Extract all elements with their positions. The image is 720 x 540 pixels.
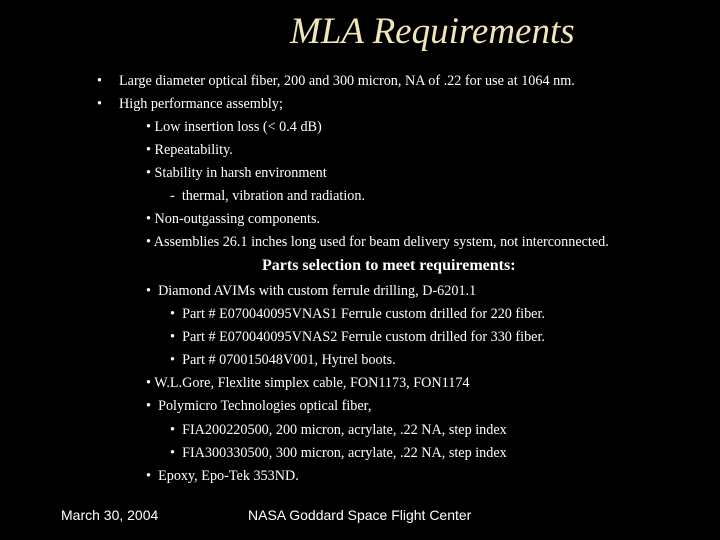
- assembly-item: [146, 164, 327, 182]
- part-number-text: Part # 070015048V001, Hytrel boots.: [182, 352, 396, 368]
- stability-detail: [170, 187, 365, 205]
- fiber-text: FIA300330500, 300 micron, acrylate, .22 NA, step index: [182, 445, 507, 461]
- dash: -: [170, 188, 175, 204]
- bullet: •: [170, 306, 175, 322]
- bullet: •: [97, 73, 102, 89]
- assembly-text: Low insertion loss (< 0.4 dB): [154, 119, 322, 135]
- fiber-item: [170, 444, 507, 462]
- bullet: •: [146, 119, 151, 135]
- bullet: •: [97, 96, 102, 112]
- slide-title: MLA Requirements: [290, 11, 575, 52]
- parts-item: [146, 374, 470, 392]
- assembly-item: [146, 141, 233, 159]
- bullet: •: [170, 422, 175, 438]
- footer-org: NASA Goddard Space Flight Center: [248, 507, 472, 523]
- part-number-item: [170, 328, 545, 346]
- requirement-item: [97, 72, 575, 90]
- bullet: •: [146, 375, 151, 391]
- fiber-item: [170, 421, 507, 439]
- assembly-text: Assemblies 26.1 inches long used for beam delivery system, not interconnected.: [153, 234, 609, 250]
- bullet: •: [170, 352, 175, 368]
- parts-text: Epoxy, Epo-Tek 353ND.: [158, 468, 299, 484]
- assembly-text: Repeatability.: [154, 142, 233, 158]
- bullet: •: [146, 211, 151, 227]
- parts-item: [146, 282, 476, 300]
- bullet: •: [146, 398, 151, 414]
- bullet: •: [146, 234, 151, 250]
- parts-text: Diamond AVIMs with custom ferrule drilling, D-6201.1: [158, 283, 477, 299]
- parts-heading: Parts selection to meet requirements:: [262, 257, 516, 274]
- requirement-text: Large diameter optical fiber, 200 and 300 micron, NA of .22 for use at 1064 nm.: [119, 73, 575, 89]
- bullet: •: [146, 468, 151, 484]
- bullet: •: [170, 445, 175, 461]
- bullet: •: [170, 329, 175, 345]
- requirement-text: High performance assembly;: [119, 96, 283, 112]
- parts-text: Polymicro Technologies optical fiber,: [158, 398, 372, 414]
- assembly-item: [146, 233, 609, 251]
- part-number-text: Part # E070040095VNAS2 Ferrule custom drilled for 330 fiber.: [182, 329, 545, 345]
- part-number-item: [170, 305, 545, 323]
- bullet: •: [146, 165, 151, 181]
- assembly-item: [146, 210, 320, 228]
- requirement-item: [97, 95, 283, 113]
- fiber-text: FIA200220500, 200 micron, acrylate, .22 NA, step index: [182, 422, 507, 438]
- parts-text: W.L.Gore, Flexlite simplex cable, FON1173, FON1174: [154, 375, 470, 391]
- part-number-text: Part # E070040095VNAS1 Ferrule custom drilled for 220 fiber.: [182, 306, 545, 322]
- footer-date: March 30, 2004: [61, 507, 159, 523]
- stability-detail-text: thermal, vibration and radiation.: [181, 188, 366, 204]
- bullet: •: [146, 142, 151, 158]
- parts-item: [146, 467, 299, 485]
- assembly-text: Stability in harsh environment: [154, 165, 327, 181]
- parts-item: [146, 397, 371, 415]
- bullet: •: [146, 283, 151, 299]
- assembly-text: Non-outgassing components.: [154, 211, 321, 227]
- part-number-item: [170, 351, 396, 369]
- assembly-item: [146, 118, 322, 136]
